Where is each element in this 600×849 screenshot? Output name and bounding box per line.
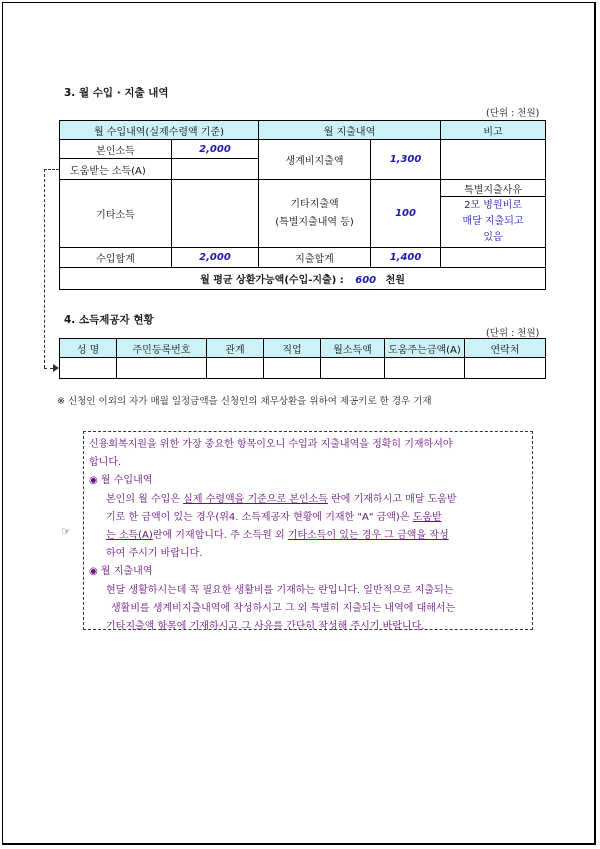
provider-header-income: 월소득액: [321, 339, 385, 358]
section3-title: 3. 월 수입 · 지출 내역: [64, 87, 169, 99]
provider-header-id: 주민등록번호: [117, 339, 207, 358]
avg-unit: 천원: [385, 275, 405, 286]
support-income-value[interactable]: [172, 159, 259, 180]
provider-cell[interactable]: [385, 358, 465, 379]
income-total-label: 수입합계: [60, 248, 172, 268]
other-income-value[interactable]: [172, 180, 259, 248]
living-expense-value[interactable]: 1,300: [371, 140, 441, 180]
provider-cell[interactable]: [465, 358, 546, 379]
income-guide-heading: ◉ 월 수입내역: [89, 475, 153, 487]
provider-cell[interactable]: [60, 358, 117, 379]
special-reason-label: 특별지출사유: [441, 180, 546, 197]
other-expense-value[interactable]: 100: [371, 180, 441, 248]
expense-guide-line2: 생활비를 생계비지출내역에 작성하시고 그 외 특별히 지출되는 내역에 대해서는: [111, 602, 456, 614]
own-income-value[interactable]: 2,000: [172, 140, 259, 159]
special-reason-line3: 있음: [483, 232, 503, 243]
guide-intro-line2: 합니다.: [89, 457, 122, 469]
provider-header-support: 도움주는금액(A): [385, 339, 465, 358]
connector-top: [44, 169, 59, 170]
income-guide-line1: 본인의 월 수입은 실제 수령액을 기준으로 본인소득 란에 기재하시고 매달 도움받: [106, 493, 457, 505]
other-expense-label-line1: 기타지출액: [290, 198, 339, 210]
income-guide-line2: 기로 한 금액이 있는 경우(위4. 소득제공자 현황에 기재한 "A" 금액)은 도움받: [106, 511, 442, 523]
section4-unit: (단위 : 천원): [486, 328, 540, 339]
provider-cell[interactable]: [117, 358, 207, 379]
income-expense-table: [59, 120, 546, 290]
avg-value[interactable]: 600: [355, 275, 377, 286]
note-cell-total[interactable]: [441, 248, 546, 268]
avg-label: 월 평균 상환가능액(수입-지출) :: [200, 275, 344, 286]
provider-note: ※ 신청인 이외의 자가 매월 일정금액을 신청인의 채무상환을 위하여 제공키로 한 경우 기재: [57, 396, 432, 407]
provider-header-contact: 연락처: [465, 339, 546, 358]
income-provider-table: [59, 338, 546, 379]
provider-row: [60, 358, 546, 379]
expense-total-label: 지출합계: [259, 248, 371, 268]
income-total-value[interactable]: 2,000: [172, 248, 259, 268]
other-income-label: 기타소득: [60, 180, 172, 248]
guide-box: [83, 431, 533, 633]
col-expense-header: 월 지출내역: [259, 121, 441, 140]
provider-cell[interactable]: [321, 358, 385, 379]
special-reason-line1: 2모 병원비로: [464, 200, 522, 211]
provider-header-relation: 관계: [207, 339, 264, 358]
income-guide-line4: 하여 주시기 바랍니다.: [106, 548, 203, 560]
expense-total-value[interactable]: 1,400: [371, 248, 441, 268]
other-expense-label-line2: (특별지출내역 등): [275, 216, 354, 228]
col-income-header: 월 수입내역(실제수령액 기준): [60, 121, 259, 140]
section4-title: 4. 소득제공자 현황: [64, 314, 154, 326]
special-reason-line2: 매달 지출되고: [462, 216, 524, 227]
expense-guide-heading: ◉ 월 지출내역: [89, 566, 153, 578]
income-guide-line3: 는 소득(A)란에 기재합니다. 주 소득원 외 기타소득이 있는 경우 그 금액을 작성: [106, 530, 449, 542]
note-cell-1[interactable]: [441, 140, 546, 180]
pointing-hand-icon: ☞: [61, 525, 71, 538]
provider-header-job: 직업: [264, 339, 321, 358]
support-income-label: 도움받는 소득(A): [60, 159, 172, 180]
other-expense-label: [259, 180, 371, 248]
guide-intro-line1: 신용회복지원을 위한 가장 중요한 항목이오니 수입과 지출내역을 정확히 기재하셔야: [89, 439, 453, 450]
connector-vertical: [44, 169, 45, 368]
monthly-average-row: [60, 268, 546, 290]
provider-header-name: 성 명: [60, 339, 117, 358]
living-expense-label: 생계비지출액: [259, 140, 371, 180]
expense-guide-line3: 기타지출액 항목에 기재하시고 그 사유를 간단히 작성해 주시기 바랍니다.: [106, 621, 425, 633]
own-income-label: 본인소득: [60, 140, 172, 159]
provider-cell[interactable]: [207, 358, 264, 379]
expense-guide-line1: 현달 생활하시는데 꼭 필요한 생활비를 기재하는 란입니다. 일반적으로 지출되는: [106, 584, 454, 596]
section3-unit: (단위 : 천원): [486, 108, 540, 119]
connector-bottom: [44, 368, 53, 369]
special-reason-value[interactable]: [441, 197, 546, 248]
col-note-header: 비고: [441, 121, 546, 140]
provider-cell[interactable]: [264, 358, 321, 379]
